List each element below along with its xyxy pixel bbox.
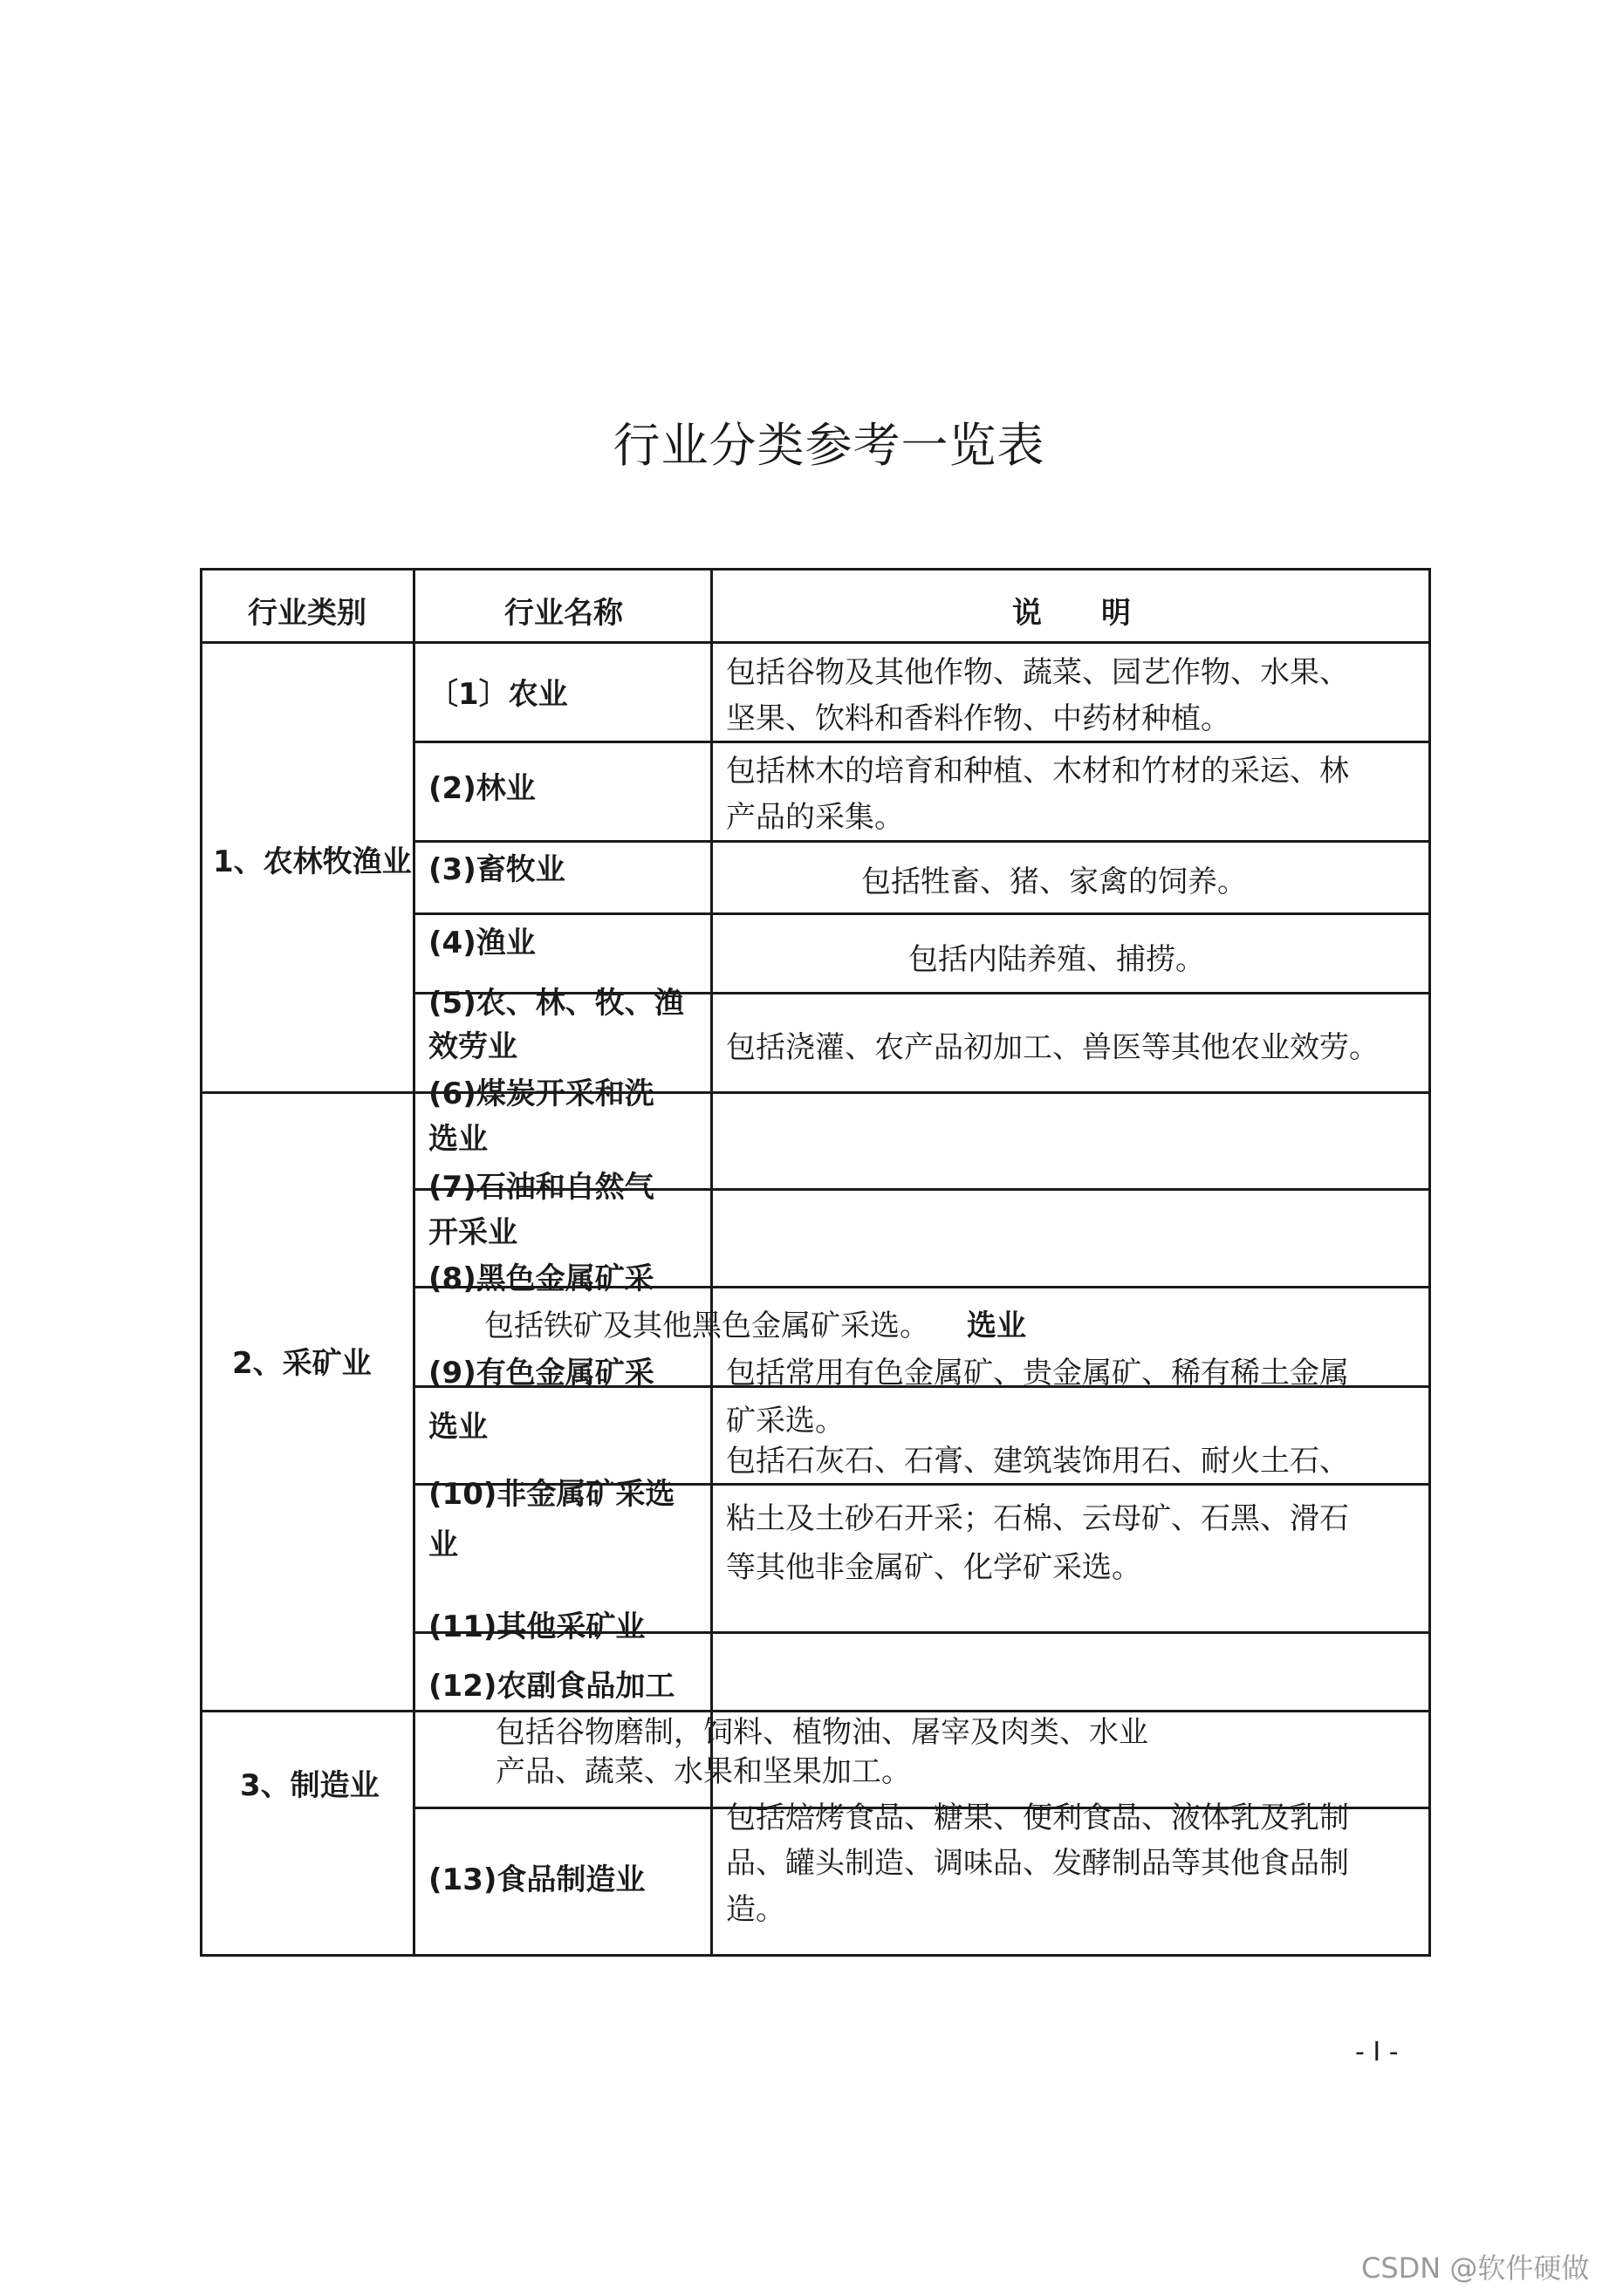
header-name: 行业名称 xyxy=(504,596,623,631)
industry-description: 粘土及土砂石开采；石棉、云母矿、石黑、滑石 xyxy=(726,1501,1349,1536)
industry-name: (8)黑色金属矿采 xyxy=(428,1261,654,1296)
industry-name: (5)农、林、牧、渔 xyxy=(428,986,684,1021)
industry-name: (6)煤炭开采和洗 xyxy=(428,1076,654,1111)
table-border-left xyxy=(200,568,202,1957)
category-mining: 2、采矿业 xyxy=(232,1346,372,1381)
column-divider-1 xyxy=(413,568,415,1957)
header-category: 行业类别 xyxy=(248,596,366,631)
industry-description: 选业 xyxy=(967,1309,1026,1343)
header-description: 说 明 xyxy=(1012,596,1131,631)
industry-name: (4)渔业 xyxy=(428,926,536,960)
industry-description: 产品、蔬菜、水果和坚果加工。 xyxy=(496,1754,911,1789)
industry-name: (12)农副食品加工 xyxy=(428,1669,675,1704)
industry-description: 包括谷物磨制，饲料、植物油、屠宰及肉类、水业 xyxy=(496,1715,1148,1750)
page-number: - I - xyxy=(1355,2037,1399,2067)
table-border-top xyxy=(200,568,1431,571)
industry-description: 品、罐头制造、调味品、发酵制品等其他食品制 xyxy=(726,1846,1349,1881)
industry-description: 包括浇灌、农产品初加工、兽医等其他农业效劳。 xyxy=(726,1030,1379,1065)
page-title: 行业分类参考一览表 xyxy=(613,418,1045,473)
industry-description: 包括谷物及其他作物、蔬菜、园艺作物、水果、 xyxy=(726,655,1349,690)
industry-description: 包括铁矿及其他黑色金属矿采选。 xyxy=(484,1309,929,1343)
industry-name: (11)其他采矿业 xyxy=(428,1609,646,1644)
industry-name: 选业 xyxy=(428,1410,488,1445)
industry-description: 包括牲畜、猪、家禽的饲养。 xyxy=(861,864,1247,899)
group-divider xyxy=(200,1091,1431,1094)
industry-description: 包括林木的培育和种植、木材和竹材的采运、林 xyxy=(726,754,1349,789)
category-manufacturing: 3、制造业 xyxy=(240,1768,380,1803)
row-divider xyxy=(413,912,1431,915)
category-agriculture: 1、农林牧渔业 xyxy=(213,844,412,879)
industry-description: 矿采选。 xyxy=(726,1404,845,1438)
industry-description: 包括常用有色金属矿、贵金属矿、稀有稀土金属 xyxy=(726,1356,1349,1391)
industry-description: 产品的采集。 xyxy=(726,800,904,835)
industry-name: (3)畜牧业 xyxy=(428,852,565,887)
industry-description: 等其他非金属矿、化学矿采选。 xyxy=(726,1550,1141,1585)
industry-description: 造。 xyxy=(726,1892,785,1927)
industry-name: (9)有色金属矿采 xyxy=(428,1356,654,1391)
industry-name: (2)林业 xyxy=(428,771,536,806)
industry-name: (7)石油和自然气 xyxy=(428,1170,654,1205)
watermark-text: CSDN @软件硬做 xyxy=(1361,2252,1590,2285)
table-border-right xyxy=(1428,568,1431,1957)
industry-name: 效劳业 xyxy=(428,1029,517,1064)
industry-description: 包括内陆养殖、捕捞。 xyxy=(908,942,1205,977)
industry-description: 包括石灰石、石膏、建筑装饰用石、耐火土石、 xyxy=(726,1444,1349,1479)
industry-name: 〔1〕农业 xyxy=(428,677,568,712)
industry-name: 选业 xyxy=(428,1122,488,1157)
table-border-bottom xyxy=(200,1954,1431,1957)
industry-description: 包括焙烤食品、糖果、便利食品、液体乳及乳制 xyxy=(726,1801,1349,1835)
industry-name: 开采业 xyxy=(428,1215,517,1250)
row-divider xyxy=(413,840,1431,843)
industry-name: (13)食品制造业 xyxy=(428,1862,646,1897)
header-divider xyxy=(200,641,1431,644)
industry-name: (10)非金属矿采选 xyxy=(428,1477,675,1512)
industry-name: 业 xyxy=(428,1527,458,1562)
industry-description: 坚果、饮料和香料作物、中药材种植。 xyxy=(726,701,1230,736)
